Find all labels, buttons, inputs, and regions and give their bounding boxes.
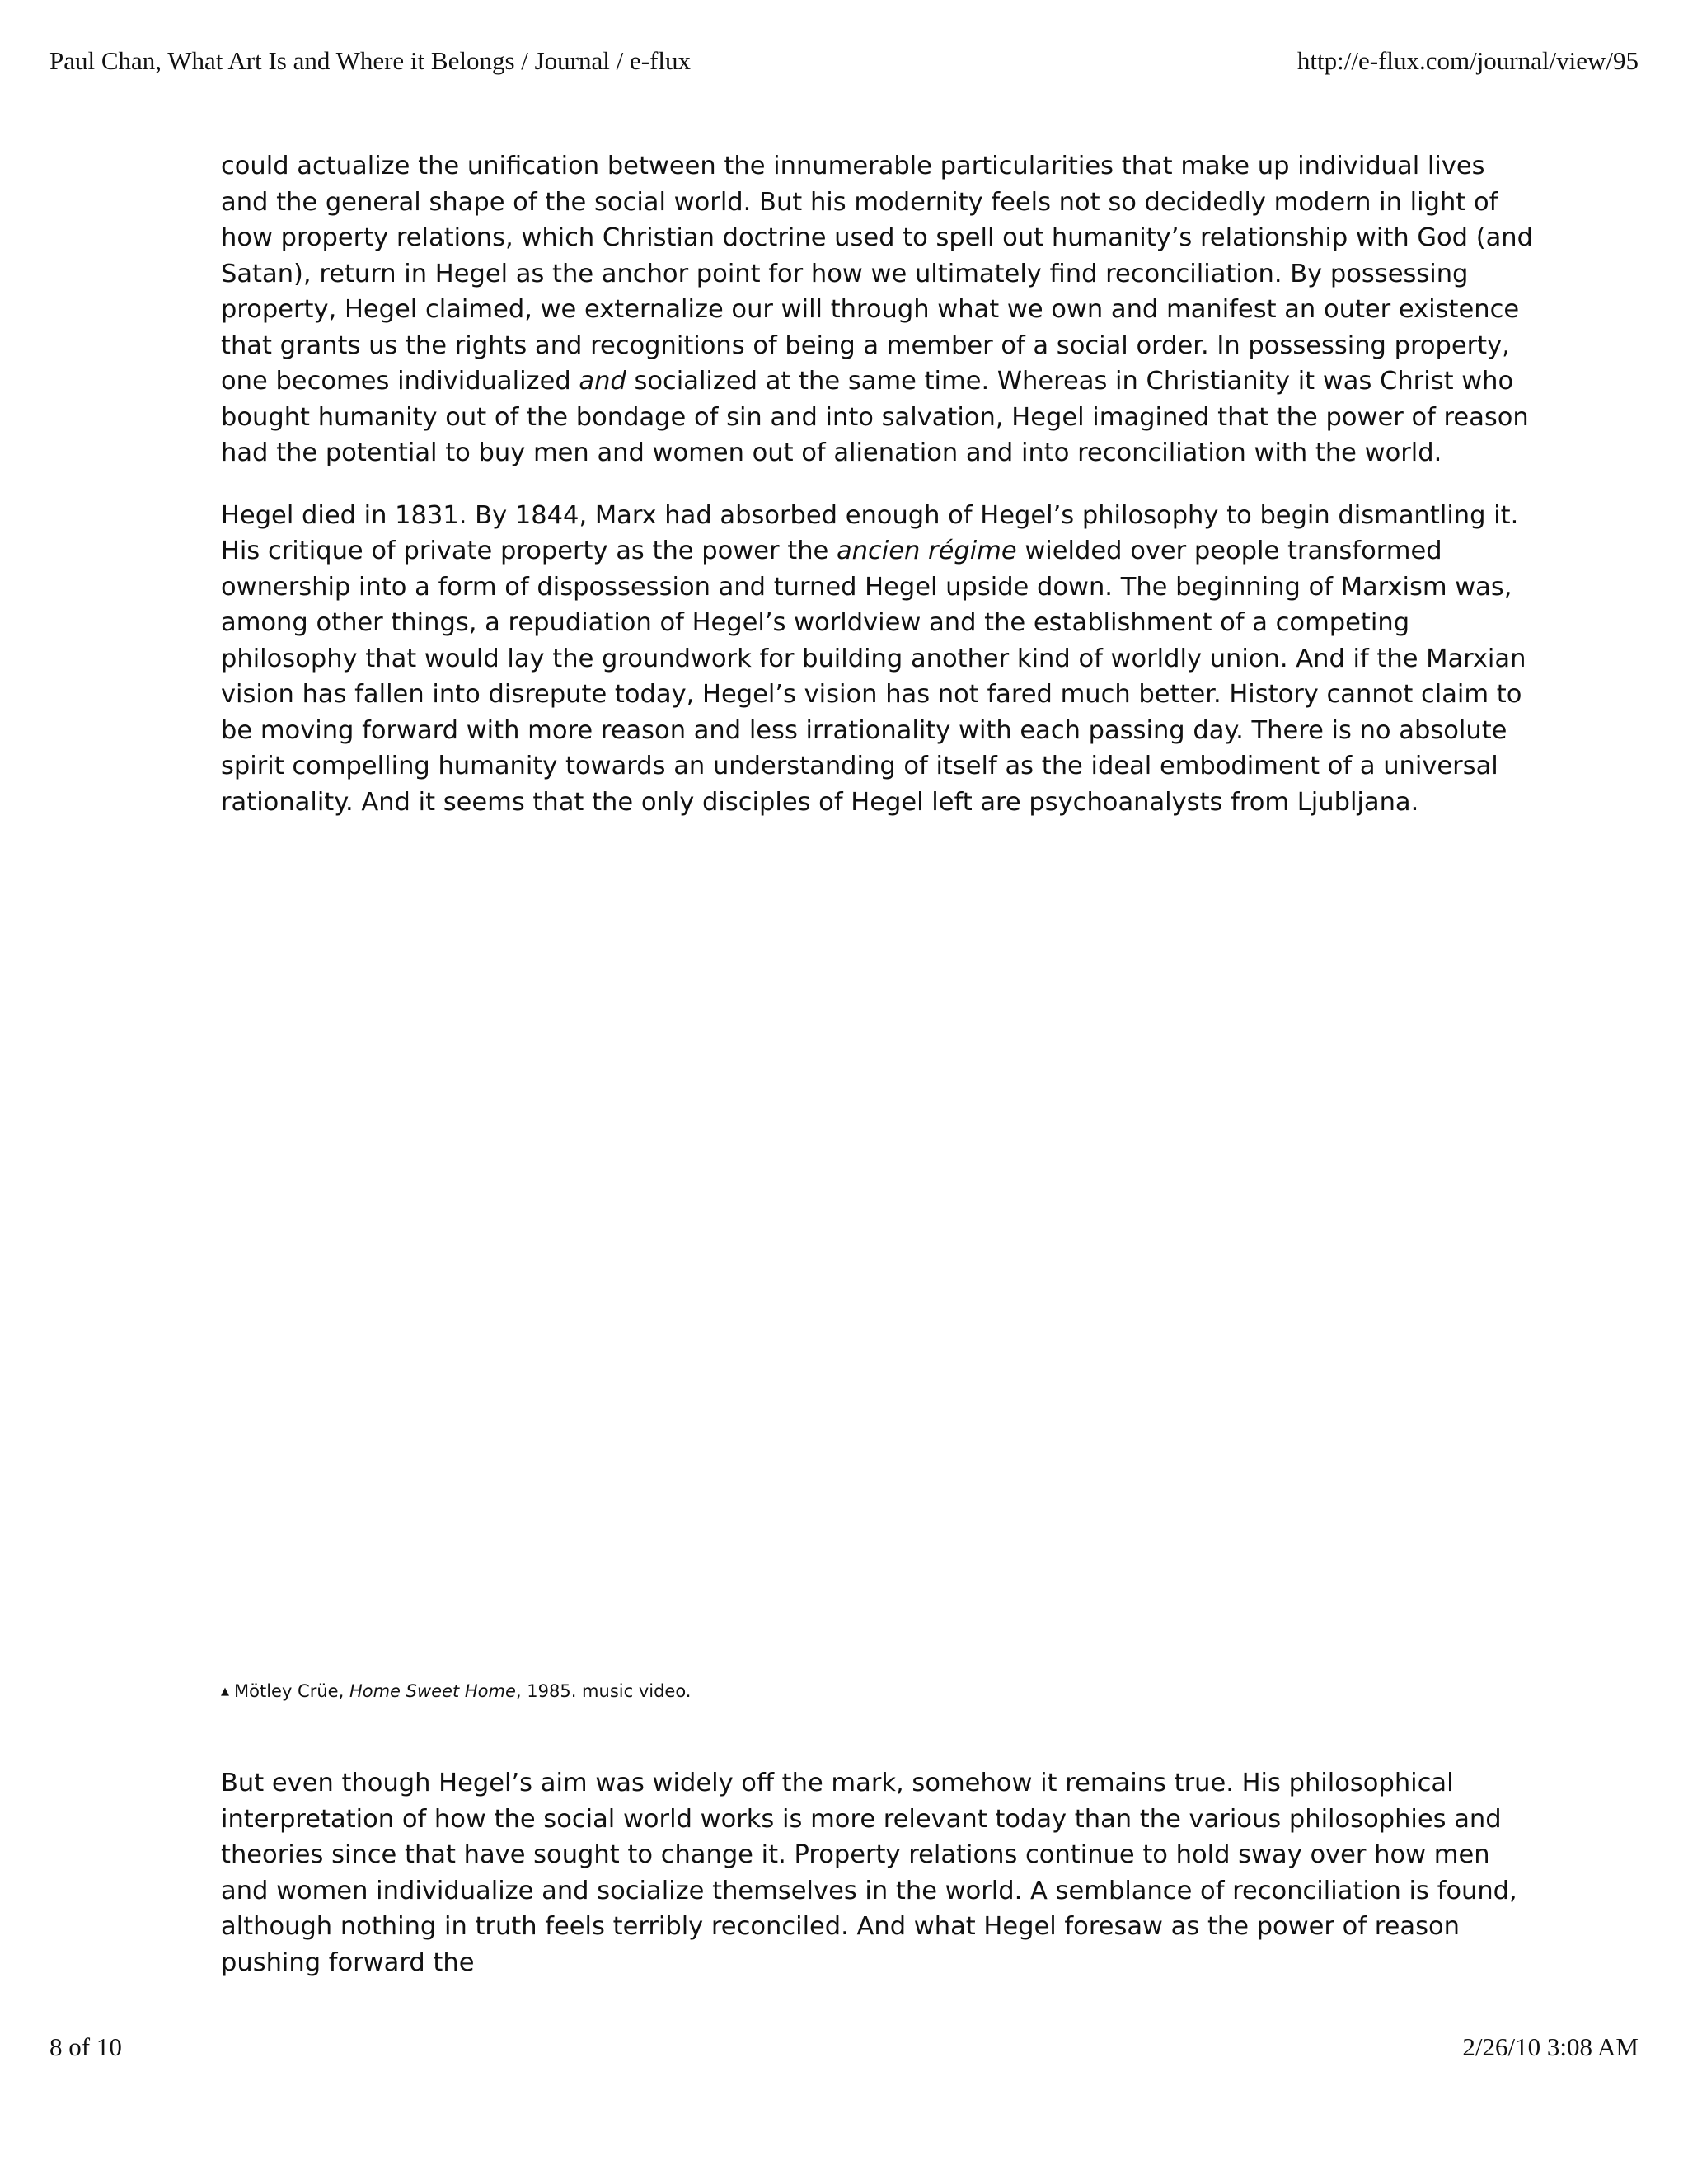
paragraph-text: socialized at the same time. Whereas in Christianity it was Christ who bought humanity out of the bondage of sin and into salvation, Hegel imagined that the power of reason had the potential to buy men and women out of alienation and into reconciliation with the world. <box>221 367 1529 467</box>
emphasis-text: ancien régime <box>836 537 1017 565</box>
caption-details: , 1985. music video. <box>515 1681 692 1701</box>
document-title: Paul Chan, What Art Is and Where it Belongs / Journal / e-flux <box>49 46 692 75</box>
paragraph-hegel-relevance: But even though Hegel’s aim was widely off the mark, somehow it remains true. His philosophical interpretation of how the social world works is more relevant today than the various philosophies and theories since that have sought to change it. Property relations continue to hold sway over how men and women individualize and socialize themselves in the world. A semblance of reconciliation is found, although nothing in truth feels terribly reconciled. And what Hegel foresaw as the power of reason pushing forward the <box>221 1769 1517 1977</box>
paragraph-reconciliation <box>221 148 1540 471</box>
emphasis-text: and <box>579 367 626 396</box>
paragraph-text: could actualize the unification between the innumerable particularities that make up individual lives and the general shape of the social world. But his modernity feels not so decidedly modern in light of how property relations, which Christian doctrine used to spell out humanity’s relationship with God (and Satan), return in Hegel as the anchor point for how we ultimately find reconciliation. By possessing property, Hegel claimed, we externalize our will through what we own and manifest an outer existence that grants us the rights and recognitions of being a member of a social order. In possessing property, one becomes individualized <box>221 152 1533 396</box>
paragraph-text: wielded over people transformed ownership into a form of dispossession and turned Hegel upside down. The beginning of Marxism was, among other things, a repudiation of Hegel’s worldview and the establishment of a competing philosophy that would lay the groundwork for building another kind of worldly union. And if the Marxian vision has fallen into disrepute today, Hegel’s vision has not fared much better. History cannot claim to be moving forward with more reason and less irrationality with each passing day. There is no absolute spirit compelling humanity towards an understanding of itself as the ideal embodiment of a universal rationality. And it seems that the only disciples of Hegel left are psychoanalysts from Ljubljana. <box>221 537 1526 817</box>
paragraph-text: Hegel died in 1831. By 1844, Marx had absorbed enough of Hegel’s philosophy to begin dismantling it. His critique of private property as the power the <box>221 500 1519 565</box>
caption-triangle-icon: ▲ <box>221 1685 229 1698</box>
article-body-top <box>221 148 1540 820</box>
caption-work-title: Home Sweet Home <box>349 1681 516 1701</box>
embedded-video-area <box>221 849 1540 1665</box>
article-body-bottom <box>221 1765 1540 1980</box>
print-footer <box>49 2032 1639 2062</box>
caption-artist: Mötley Crüe, <box>234 1681 349 1701</box>
document-url: http://e-flux.com/journal/view/95 <box>1296 46 1639 75</box>
print-header <box>49 46 1639 76</box>
paragraph-marx <box>221 498 1540 821</box>
media-caption <box>221 1681 691 1701</box>
print-timestamp: 2/26/10 3:08 AM <box>1462 2032 1639 2061</box>
page-number: 8 of 10 <box>49 2032 122 2061</box>
